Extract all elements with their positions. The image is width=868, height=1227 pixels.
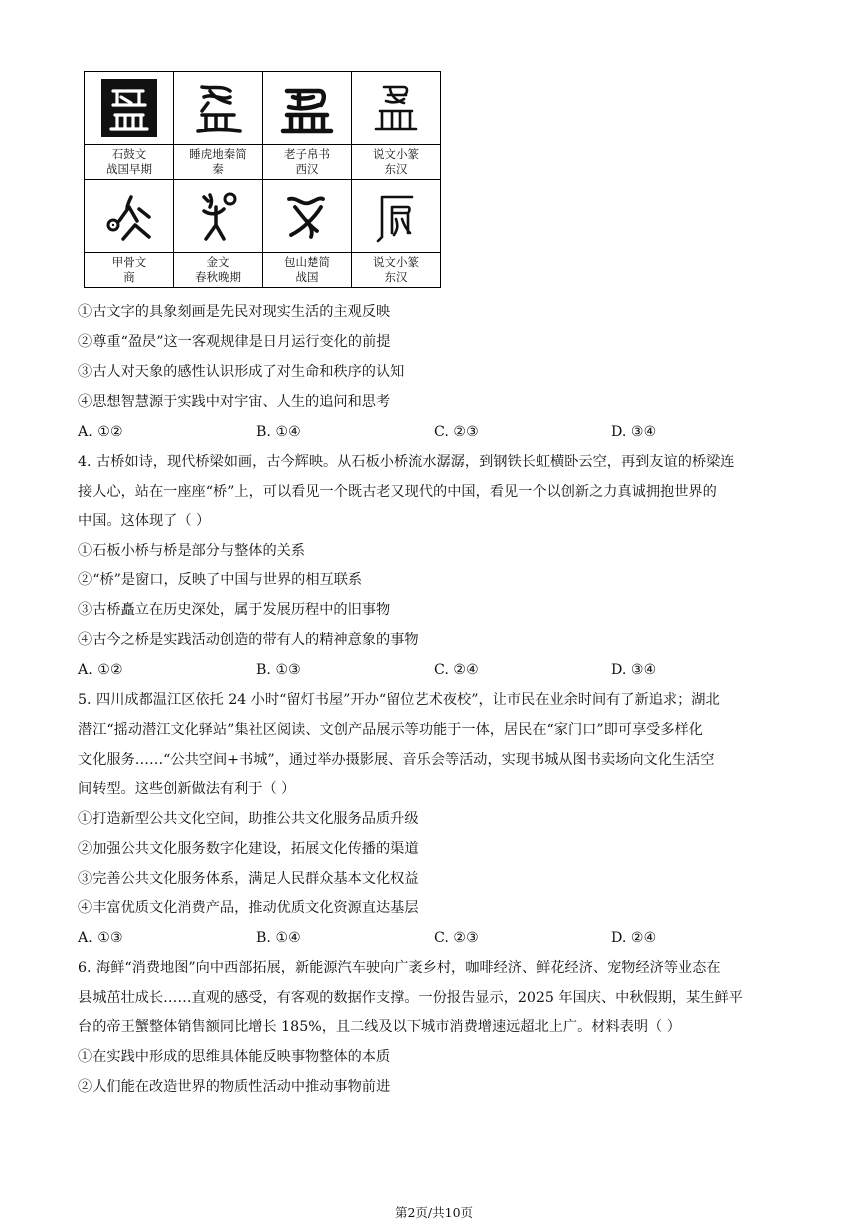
stone-drum-inscription-glyph-icon	[85, 72, 174, 145]
page-number: 第2页/共10页	[394, 1205, 474, 1220]
q3-statement-1: ①古文字的具象刻画是先民对现实生活的主观反映	[78, 304, 391, 320]
q4-statement-1: ①石板小桥与桥是部分与整体的关系	[78, 543, 306, 559]
q3-statement-4: ④思想智慧源于实践中对宇宙、人生的追问和思考	[78, 394, 391, 410]
q5-stem-line-1: 5. 四川成都温江区依托 24 小时“留灯书屋”开办“留位艺术夜校”，让市民在业余时间有了新追求；湖北	[78, 692, 720, 708]
option-b[interactable]: B. ①④	[256, 424, 301, 440]
option-b[interactable]: B. ①③	[256, 662, 301, 678]
option-b[interactable]: B. ①④	[256, 930, 301, 946]
q5-statement-3: ③完善公共文化服务体系，满足人民群众基本文化权益	[78, 871, 419, 887]
q4-statement-2: ②“桥”是窗口，反映了中国与世界的相互联系	[78, 572, 363, 588]
baoshan-chu-slip-glyph-icon	[263, 180, 352, 253]
shuowen-seal-ze-glyph-icon	[352, 180, 441, 253]
option-c[interactable]: C. ②③	[434, 424, 479, 440]
q4-stem-line-1: 4. 古桥如诗，现代桥梁如画，古今辉映。从石板小桥流水潺潺，到钢铁长虹横卧云空，再到友谊的桥梁连	[78, 454, 735, 470]
q5-stem-line-3: 文化服务……“公共空间+书城”，通过举办摄影展、音乐会等活动，实现书城从图书卖场向文化生活空	[78, 752, 715, 768]
q5-options	[78, 928, 790, 948]
q4-statement-4: ④古今之桥是实践活动创造的带有人的精神意象的事物	[78, 632, 419, 648]
bronze-inscription-glyph-icon	[174, 180, 263, 253]
shuihudi-qin-slip-glyph-icon	[174, 72, 263, 145]
glyph-caption: 石鼓文 战国早期	[85, 145, 174, 180]
option-d[interactable]: D. ②④	[611, 930, 657, 946]
option-c[interactable]: C. ②③	[434, 930, 479, 946]
q6-statement-1: ①在实践中形成的思维具体能反映事物整体的本质	[78, 1049, 391, 1065]
option-d[interactable]: D. ③④	[611, 424, 657, 440]
q5-stem-line-4: 间转型。这些创新做法有利于（ ）	[78, 781, 296, 797]
q6-stem-line-1: 6. 海鲜“消费地图”向中西部拓展，新能源汽车驶向广袤乡村，咖啡经济、鲜花经济、宠物经济等业态在	[78, 960, 721, 976]
ancient-script-table	[84, 71, 441, 288]
option-a[interactable]: A. ①②	[78, 424, 123, 440]
option-c[interactable]: C. ②④	[434, 662, 479, 678]
q6-stem-line-2: 县城茁壮成长……直观的感受，有客观的数据作支撑。一份报告显示，2025 年国庆、中秋假期，某生鲜平	[78, 990, 743, 1006]
q6-statement-2: ②人们能在改造世界的物质性活动中推动事物前进	[78, 1079, 391, 1095]
option-a[interactable]: A. ①②	[78, 662, 123, 678]
q5-stem-line-2: 潜江“摇动潜江文化驿站”集社区阅读、文创产品展示等功能于一体，居民在“家门口”即可享受多样化	[78, 722, 703, 738]
glyph-caption: 甲骨文 商	[85, 253, 174, 288]
q4-options	[78, 660, 790, 680]
glyph-caption: 说文小篆 东汉	[352, 145, 441, 180]
q5-statement-2: ②加强公共文化服务数字化建设，拓展文化传播的渠道	[78, 841, 419, 857]
q4-stem-line-3: 中国。这体现了（ ）	[78, 513, 211, 529]
laozi-silk-manuscript-glyph-icon	[263, 72, 352, 145]
q6-stem-line-3: 台的帝王蟹整体销售额同比增长 185%，且二线及以下城市消费增速远超北上广。材料表明（ ）	[78, 1019, 681, 1035]
q4-stem-line-2: 接人心，站在一座座“桥”上，可以看见一个既古老又现代的中国，看见一个以创新之力真诚拥抱世界的	[78, 484, 717, 500]
option-a[interactable]: A. ①③	[78, 930, 123, 946]
q4-statement-3: ③古桥矗立在历史深处，属于发展历程中的旧事物	[78, 602, 391, 618]
shuowen-seal-ying-glyph-icon	[352, 72, 441, 145]
glyph-caption: 老子帛书 西汉	[263, 145, 352, 180]
glyph-caption: 金文 春秋晚期	[174, 253, 263, 288]
glyph-caption: 睡虎地秦简 秦	[174, 145, 263, 180]
q3-statement-3: ③古人对天象的感性认识形成了对生命和秩序的认知	[78, 364, 405, 380]
glyph-caption: 说文小篆 东汉	[352, 253, 441, 288]
oracle-bone-glyph-icon	[85, 180, 174, 253]
q5-statement-4: ④丰富优质文化消费产品，推动优质文化资源直达基层	[78, 900, 419, 916]
q5-statement-1: ①打造新型公共文化空间，助推公共文化服务品质升级	[78, 811, 419, 827]
glyph-caption: 包山楚简 战国	[263, 253, 352, 288]
option-d[interactable]: D. ③④	[611, 662, 657, 678]
q3-options	[78, 422, 790, 442]
q3-statement-2: ②尊重“盈昃”这一客观规律是日月运行变化的前提	[78, 334, 391, 350]
